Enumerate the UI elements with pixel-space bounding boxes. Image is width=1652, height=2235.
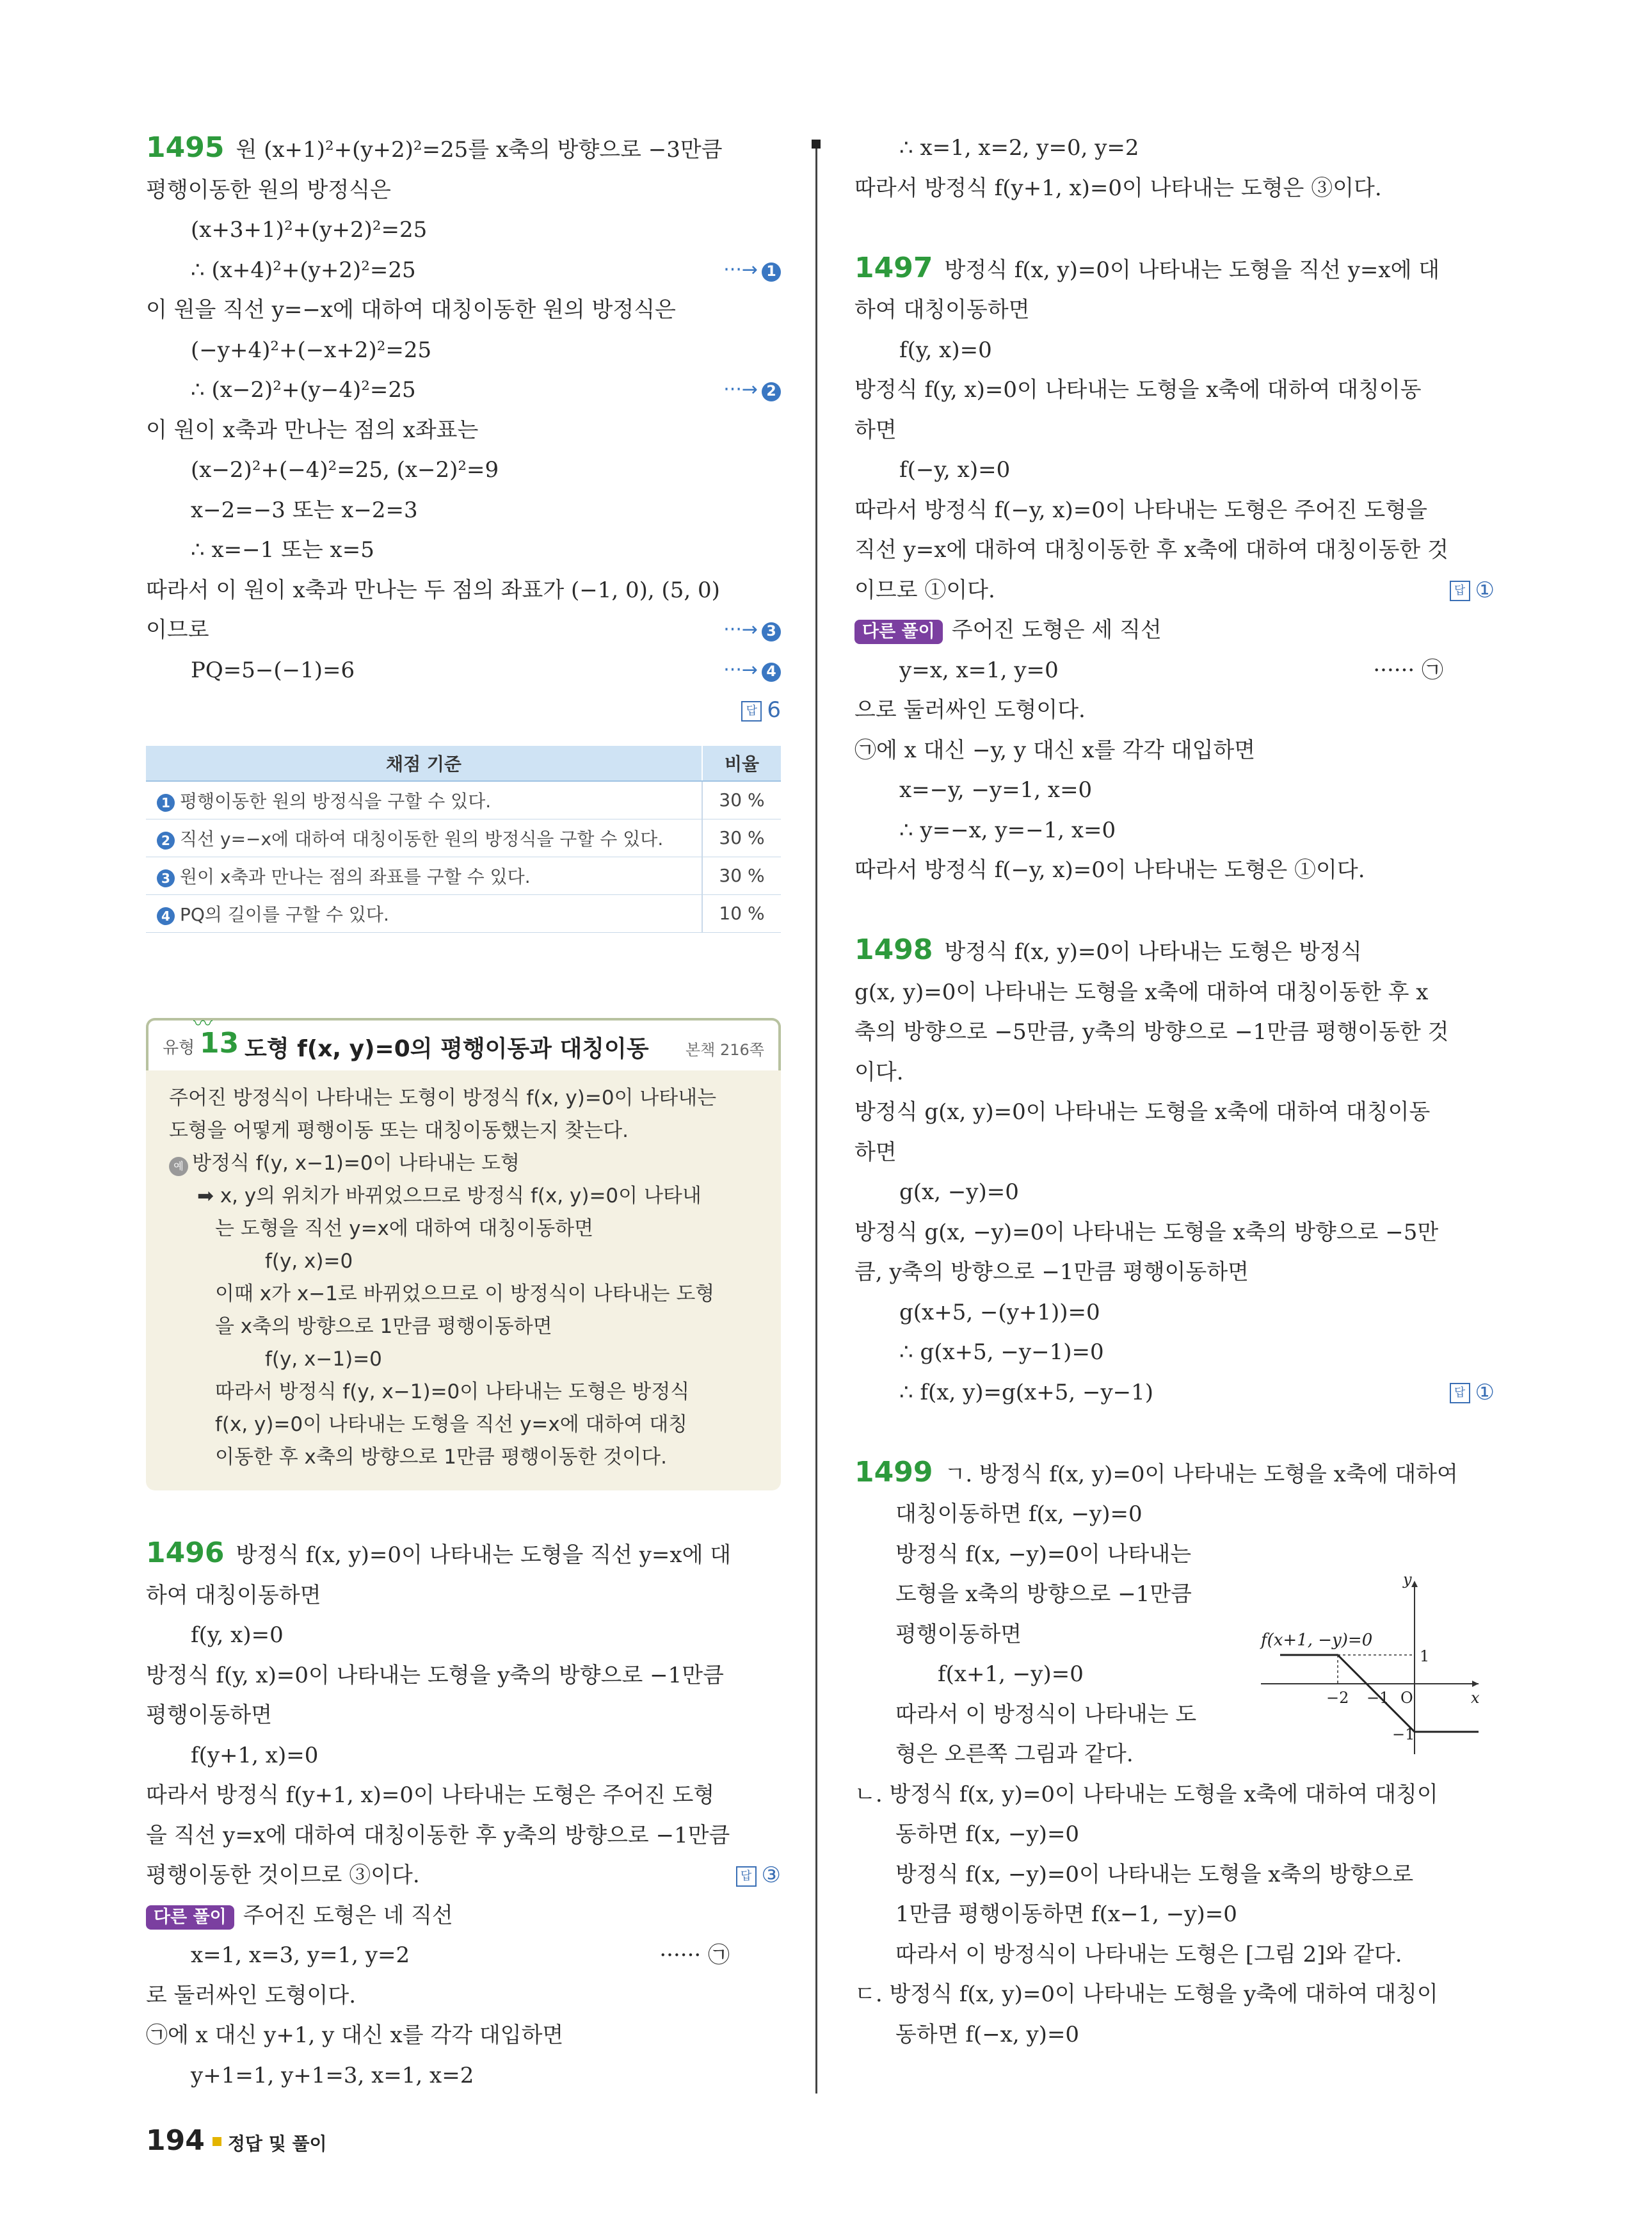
line: ∴ y=−x, y=−1, x=0 bbox=[899, 817, 1116, 843]
divider-marker bbox=[812, 140, 821, 149]
line: (x−2)²+(−4)²=25, (x−2)²=9 bbox=[191, 457, 499, 483]
text: 원 (x+1)²+(y+2)²=25를 x축의 방향으로 −3만큼 bbox=[236, 137, 723, 163]
text: ∴ (x−2)²+(y−4)²=25 bbox=[191, 377, 416, 403]
line bbox=[146, 128, 781, 170]
line: ∴ x=−1 또는 x=5 bbox=[191, 537, 374, 563]
line bbox=[146, 610, 781, 650]
line: 방정식 g(x, −y)=0이 나타내는 도형을 x축의 방향으로 −5만 bbox=[854, 1219, 1439, 1245]
line: 동하면 f(−x, y)=0 bbox=[895, 2021, 1080, 2047]
line: 방정식 f(x, −y)=0이 나타내는 도형을 x축의 방향으로 bbox=[895, 1861, 1414, 1887]
x-axis-arrow bbox=[1472, 1681, 1479, 1687]
answer-value: 6 bbox=[767, 697, 781, 723]
text: 이므로 bbox=[146, 617, 209, 643]
problem-number: 1496 bbox=[146, 1537, 225, 1569]
line: 을 직선 y=x에 대하여 대칭이동한 후 y축의 방향으로 −1만큼 bbox=[146, 1822, 730, 1848]
ratio-cell: 30 % bbox=[702, 857, 781, 894]
answer-value: ① bbox=[1475, 577, 1495, 603]
line: g(x, −y)=0 bbox=[899, 1179, 1019, 1205]
text: x=1, x=3, y=1, y=2 bbox=[191, 1942, 410, 1968]
text: 이므로 ①이다. bbox=[854, 577, 995, 603]
step-number: 2 bbox=[762, 382, 781, 401]
row-number: 1 bbox=[157, 794, 175, 812]
line: 평행이동하면 bbox=[146, 1702, 273, 1728]
line: 따라서 이 원이 x축과 만나는 두 점의 좌표가 (−1, 0), (5, 0) bbox=[146, 577, 720, 603]
line: 도형을 어떻게 평행이동 또는 대칭이동했는지 찾는다. bbox=[169, 1119, 629, 1142]
tick-label: −1 bbox=[1367, 1689, 1390, 1707]
line: f(−y, x)=0 bbox=[899, 457, 1011, 483]
line: 는 도형을 직선 y=x에 대하여 대칭이동하면 bbox=[215, 1217, 594, 1240]
line bbox=[854, 610, 1495, 650]
page-number: 194 bbox=[146, 2124, 205, 2157]
line: (x+3+1)²+(y+2)²=25 bbox=[191, 217, 428, 243]
text: ∴ (x+4)²+(y+2)²=25 bbox=[191, 257, 416, 283]
line: 직선 y=x에 대하여 대칭이동한 후 x축에 대하여 대칭이동한 것 bbox=[854, 537, 1448, 563]
row-text: 평행이동한 원의 방정식을 구할 수 있다. bbox=[180, 790, 492, 812]
line: 방정식 f(y, x)=0이 나타내는 도형을 x축에 대하여 대칭이동 bbox=[854, 377, 1422, 403]
answer bbox=[1450, 1373, 1495, 1413]
line bbox=[854, 930, 1495, 972]
text: ㄱ. 방정식 f(x, y)=0이 나타내는 도형을 x축에 대하여 bbox=[944, 1461, 1458, 1487]
line bbox=[146, 250, 781, 291]
line bbox=[146, 690, 781, 730]
graph-figure bbox=[1255, 1572, 1485, 1764]
text: ∴ f(x, y)=g(x+5, −y−1) bbox=[899, 1379, 1154, 1405]
footer-square-icon bbox=[213, 2137, 221, 2146]
line: 이다. bbox=[854, 1059, 904, 1085]
x-label: x bbox=[1471, 1689, 1480, 1707]
line: 따라서 방정식 f(y+1, x)=0이 나타내는 도형은 주어진 도형 bbox=[146, 1782, 715, 1808]
line: ㉠에 x 대신 −y, y 대신 x를 각각 대입하면 bbox=[854, 737, 1256, 763]
line: 하여 대칭이동하면 bbox=[146, 1582, 321, 1608]
tick-label: −1 bbox=[1392, 1725, 1415, 1743]
header-criteria: 채점 기준 bbox=[146, 746, 702, 781]
line: 따라서 방정식 f(y, x−1)=0이 나타내는 도형은 방정식 bbox=[215, 1380, 690, 1403]
line: 평행이동한 원의 방정식은 bbox=[146, 177, 391, 203]
type-header bbox=[146, 1013, 781, 1070]
row-number: 4 bbox=[157, 907, 175, 925]
line: f(x, y)=0이 나타내는 도형을 직선 y=x에 대하여 대칭 bbox=[215, 1413, 688, 1436]
right-column bbox=[854, 128, 1495, 2054]
text: 방정식 f(y, x−1)=0이 나타내는 도형 bbox=[192, 1152, 520, 1175]
row-number: 3 bbox=[157, 869, 175, 887]
line bbox=[854, 208, 1495, 248]
answer-icon: 답 bbox=[1450, 1383, 1470, 1403]
answer-icon: 답 bbox=[741, 701, 762, 722]
tick-label: 1 bbox=[1420, 1647, 1430, 1665]
line: x−2=−3 또는 x−2=3 bbox=[191, 497, 418, 523]
line bbox=[854, 1453, 1495, 1495]
row-text: 직선 y=−x에 대하여 대칭이동한 원의 방정식을 구할 수 있다. bbox=[180, 828, 664, 850]
line: f(y, x)=0 bbox=[265, 1250, 353, 1273]
line: 이 원이 x축과 만나는 점의 x좌표는 bbox=[146, 417, 479, 443]
line: ㄷ. 방정식 f(x, y)=0이 나타내는 도형을 y축에 대하여 대칭이 bbox=[854, 1981, 1438, 2007]
line bbox=[854, 570, 1495, 611]
line: ㉠에 x 대신 y+1, y 대신 x를 각각 대입하면 bbox=[146, 2022, 564, 2048]
line bbox=[169, 1147, 758, 1180]
line: 이때 x가 x−1로 바뀌었으므로 이 방정식이 나타내는 도형 bbox=[215, 1282, 715, 1305]
type-body bbox=[146, 1070, 781, 1490]
step-marker: ···→ 2 bbox=[723, 370, 781, 410]
line: 동하면 f(x, −y)=0 bbox=[895, 1821, 1080, 1847]
row-number: 2 bbox=[157, 832, 175, 850]
line: 따라서 방정식 f(−y, x)=0이 나타내는 도형은 주어진 도형을 bbox=[854, 497, 1427, 523]
answer bbox=[736, 1855, 781, 1896]
line: 따라서 방정식 f(−y, x)=0이 나타내는 도형은 ①이다. bbox=[854, 857, 1365, 883]
graph-label: f(x+1, −y)=0 bbox=[1261, 1631, 1373, 1650]
line: ∴ g(x+5, −y−1)=0 bbox=[899, 1339, 1104, 1365]
line bbox=[854, 650, 1495, 691]
problem-number: 1498 bbox=[854, 933, 933, 966]
line: 으로 둘러싸인 도형이다. bbox=[854, 697, 1086, 723]
line bbox=[146, 1935, 781, 1976]
line: 따라서 이 방정식이 나타내는 도형은 [그림 2]와 같다. bbox=[895, 1941, 1402, 1967]
line: 방정식 g(x, y)=0이 나타내는 도형을 x축에 대하여 대칭이동 bbox=[854, 1099, 1431, 1125]
step-number: 3 bbox=[762, 622, 781, 641]
ratio-cell: 30 % bbox=[702, 781, 781, 819]
line: 형은 오른쪽 그림과 같다. bbox=[895, 1741, 1134, 1767]
line: (−y+4)²+(−x+2)²=25 bbox=[191, 337, 432, 363]
answer-icon: 답 bbox=[736, 1866, 757, 1887]
line: 방정식 f(x, −y)=0이 나타내는 bbox=[895, 1541, 1192, 1567]
ref-mark: ······ ㉠ bbox=[659, 1942, 730, 1968]
type-title: 도형 f(x, y)=0의 평행이동과 대칭이동 bbox=[245, 1036, 649, 1062]
line bbox=[146, 650, 781, 691]
answer-value: ① bbox=[1475, 1379, 1495, 1405]
line: 하여 대칭이동하면 bbox=[854, 297, 1030, 323]
step-number: 1 bbox=[762, 262, 781, 282]
line: 큼, y축의 방향으로 −1만큼 평행이동하면 bbox=[854, 1259, 1249, 1285]
line: y+1=1, y+1=3, x=1, x=2 bbox=[191, 2062, 474, 2088]
text: PQ=5−(−1)=6 bbox=[191, 657, 355, 683]
text: 주어진 도형은 세 직선 bbox=[951, 617, 1162, 643]
criteria-cell bbox=[146, 781, 702, 819]
line: 대칭이동하면 f(x, −y)=0 bbox=[895, 1501, 1143, 1527]
table-row bbox=[146, 819, 781, 857]
text: 방정식 f(x, y)=0이 나타내는 도형은 방정식 bbox=[944, 939, 1362, 965]
line: 평행이동하면 bbox=[895, 1621, 1022, 1647]
line: 하면 bbox=[854, 1139, 897, 1165]
answer bbox=[1450, 570, 1495, 611]
line: g(x+5, −(y+1))=0 bbox=[899, 1299, 1100, 1325]
type-page-ref: 본책 216쪽 bbox=[686, 1041, 764, 1059]
line: 도형을 x축의 방향으로 −1만큼 bbox=[895, 1581, 1192, 1607]
line bbox=[146, 1533, 781, 1576]
problem-number: 1499 bbox=[854, 1455, 933, 1489]
line: x=−y, −y=1, x=0 bbox=[899, 777, 1093, 803]
line: ㄴ. 방정식 f(x, y)=0이 나타내는 도형을 x축에 대하여 대칭이 bbox=[854, 1781, 1438, 1807]
step-marker: ···→ 1 bbox=[723, 250, 781, 291]
step-number: 4 bbox=[762, 663, 781, 682]
footer-title: 정답 및 풀이 bbox=[227, 2133, 327, 2154]
line: 방정식 f(y, x)=0이 나타내는 도형을 y축의 방향으로 −1만큼 bbox=[146, 1662, 724, 1688]
line bbox=[854, 1412, 1495, 1453]
problem-1496 bbox=[146, 1533, 781, 2095]
line: g(x, y)=0이 나타내는 도형을 x축에 대하여 대칭이동한 후 x bbox=[854, 979, 1429, 1005]
line bbox=[854, 248, 1495, 291]
line: f(y, x)=0 bbox=[191, 1622, 284, 1648]
line bbox=[146, 1896, 781, 1936]
row-text: 원이 x축과 만나는 점의 좌표를 구할 수 있다. bbox=[180, 866, 531, 887]
header-ratio: 비율 bbox=[702, 746, 781, 781]
line bbox=[854, 1373, 1495, 1413]
table-row bbox=[146, 781, 781, 819]
text: 주어진 도형은 네 직선 bbox=[243, 1902, 453, 1928]
line: 따라서 방정식 f(y+1, x)=0이 나타내는 도형은 ③이다. bbox=[854, 175, 1382, 201]
answer-icon: 답 bbox=[1450, 581, 1470, 601]
line: 하면 bbox=[854, 417, 897, 443]
page-footer bbox=[146, 2124, 327, 2157]
table-row bbox=[146, 857, 781, 894]
column-divider bbox=[815, 141, 817, 2094]
type-box bbox=[146, 1013, 781, 1490]
line: f(y, x)=0 bbox=[899, 337, 992, 363]
y-label: y bbox=[1403, 1572, 1412, 1588]
type-number: 13 bbox=[200, 1027, 239, 1060]
scoring-table bbox=[146, 746, 781, 933]
answer bbox=[741, 690, 781, 730]
line: 축의 방향으로 −5만큼, y축의 방향으로 −1만큼 평행이동한 것 bbox=[854, 1019, 1449, 1045]
line: f(x+1, −y)=0 bbox=[938, 1661, 1084, 1687]
line: 로 둘러싸인 도형이다. bbox=[146, 1982, 357, 2008]
text: y=x, x=1, y=0 bbox=[899, 657, 1059, 683]
line bbox=[854, 891, 1495, 931]
line bbox=[146, 1855, 781, 1896]
text: 방정식 f(x, y)=0이 나타내는 도형을 직선 y=x에 대 bbox=[236, 1542, 732, 1568]
text: 평행이동한 것이므로 ③이다. bbox=[146, 1862, 420, 1888]
example-icon: 예 bbox=[169, 1157, 188, 1176]
line: 이동한 후 x축의 방향으로 1만큼 평행이동한 것이다. bbox=[215, 1446, 667, 1469]
row-text: PQ의 길이를 구할 수 있다. bbox=[180, 903, 389, 925]
origin-label: O bbox=[1400, 1689, 1413, 1707]
line: 따라서 이 방정식이 나타내는 도 bbox=[895, 1701, 1197, 1727]
tick-label: −2 bbox=[1326, 1689, 1349, 1707]
wave-icon: 〰 bbox=[193, 1013, 213, 1035]
table-header bbox=[146, 746, 781, 781]
line: f(y+1, x)=0 bbox=[191, 1742, 319, 1768]
type-label: 유형 bbox=[163, 1038, 195, 1058]
left-column bbox=[146, 128, 781, 933]
text: 방정식 f(x, y)=0이 나타내는 도형을 직선 y=x에 대 bbox=[944, 257, 1440, 283]
criteria-cell bbox=[146, 819, 702, 857]
alt-solution-tag: 다른 풀이 bbox=[146, 1905, 234, 1930]
y-axis-arrow bbox=[1411, 1581, 1418, 1587]
step-marker: ···→ 4 bbox=[723, 650, 781, 691]
line: 1만큼 평행이동하면 f(x−1, −y)=0 bbox=[895, 1901, 1237, 1927]
ratio-cell: 10 % bbox=[702, 894, 781, 932]
line: 주어진 방정식이 나타내는 도형이 방정식 f(x, y)=0이 나타내는 bbox=[169, 1086, 717, 1109]
problem-number: 1495 bbox=[146, 131, 225, 164]
ratio-cell: 30 % bbox=[702, 819, 781, 857]
table-row bbox=[146, 894, 781, 932]
line: ➡ x, y의 위치가 바뀌었으므로 방정식 f(x, y)=0이 나타내 bbox=[197, 1184, 702, 1207]
criteria-cell bbox=[146, 857, 702, 894]
line bbox=[146, 370, 781, 410]
answer-value: ③ bbox=[761, 1862, 781, 1888]
line: f(y, x−1)=0 bbox=[265, 1348, 382, 1371]
step-marker: ···→ 3 bbox=[723, 610, 781, 650]
ref-mark: ······ ㉠ bbox=[1373, 657, 1443, 683]
alt-solution-tag: 다른 풀이 bbox=[854, 620, 943, 644]
line: 을 x축의 방향으로 1만큼 평행이동하면 bbox=[215, 1315, 552, 1338]
criteria-cell bbox=[146, 894, 702, 932]
problem-number: 1497 bbox=[854, 251, 933, 284]
line: 이 원을 직선 y=−x에 대하여 대칭이동한 원의 방정식은 bbox=[146, 297, 676, 323]
line: ∴ x=1, x=2, y=0, y=2 bbox=[899, 135, 1139, 161]
